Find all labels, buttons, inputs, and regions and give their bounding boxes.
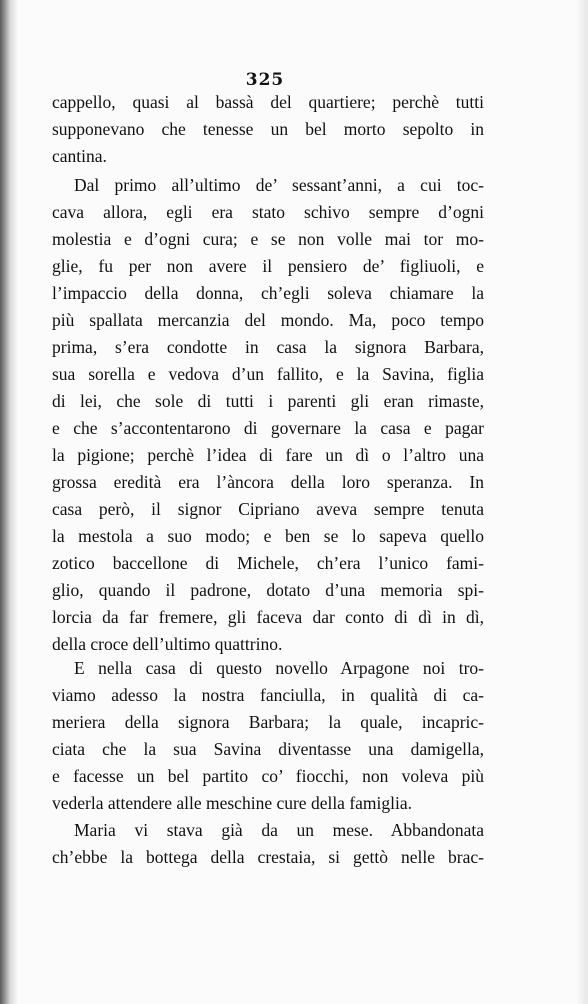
text-line: zotico baccellone di Michele, ch’era l’unico fami- bbox=[52, 553, 484, 573]
text-line: glio, quando il padrone, dotato d’una memoria spi- bbox=[52, 580, 484, 600]
text-line: sua sorella e vedova d’un fallito, e la Savina, figlia bbox=[52, 364, 484, 384]
text-line: l’impaccio della donna, ch’egli soleva chiamare la bbox=[52, 283, 484, 303]
text-line: la pigione; perchè l’idea di fare un dì o l’altro una bbox=[52, 445, 484, 465]
text-line: la mestola a suo modo; e ben se lo sapeva quello bbox=[52, 526, 484, 546]
text-line: molestia e d’ogni cura; e se non volle mai tor mo- bbox=[52, 229, 484, 249]
text-line: cappello, quasi al bassà del quartiere; perchè tutti bbox=[52, 92, 484, 112]
text-line: grossa eredità era l’àncora della loro speranza. In bbox=[52, 472, 484, 492]
paragraph-2 bbox=[52, 172, 484, 658]
text-line: glie, fu per non avere il pensiero de’ figliuoli, e bbox=[52, 256, 484, 276]
text-line: viamo adesso la nostra fanciulla, in qualità di ca- bbox=[52, 685, 484, 705]
page-number: 325 bbox=[245, 70, 285, 90]
text-line: meriera della signora Barbara; la quale, incapric- bbox=[52, 712, 484, 732]
text-line: Dal primo all’ultimo de’ sessant’anni, a cui toc- bbox=[74, 175, 484, 195]
paragraph-3 bbox=[52, 655, 484, 817]
text-line: prima, s’era condotte in casa la signora Barbara, bbox=[52, 337, 484, 357]
text-line: di lei, che sole di tutti i parenti gli eran rimaste, bbox=[52, 391, 484, 411]
text-line: Maria vi stava già da un mese. Abbandonata bbox=[74, 820, 484, 840]
text-line: ciata che la sua Savina diventasse una damigella, bbox=[52, 739, 484, 759]
text-line: della croce dell’ultimo quattrino. bbox=[52, 634, 283, 654]
page-gutter-shadow bbox=[0, 0, 18, 1004]
text-line: cantina. bbox=[52, 146, 107, 166]
text-line: e facesse un bel partito co’ fiocchi, non voleva più bbox=[52, 766, 484, 786]
page-edge-shadow bbox=[576, 0, 588, 1004]
text-line: supponevano che tenesse un bel morto sepolto in bbox=[52, 119, 484, 139]
paragraph-1 bbox=[52, 89, 484, 170]
text-line: più spallata mercanzia del mondo. Ma, poco tempo bbox=[52, 310, 484, 330]
text-line: E nella casa di questo novello Arpagone noi tro- bbox=[74, 658, 484, 678]
text-line: cava allora, egli era stato schivo sempre d’ogni bbox=[52, 202, 484, 222]
text-line: lorcia da far fremere, gli faceva dar conto di dì in dì, bbox=[52, 607, 484, 627]
text-line: casa però, il signor Cipriano aveva sempre tenuta bbox=[52, 499, 484, 519]
text-line: e che s’accontentarono di governare la casa e pagar bbox=[52, 418, 484, 438]
paragraph-4 bbox=[52, 817, 484, 871]
text-line: vederla attendere alle meschine cure della famiglia. bbox=[52, 793, 413, 813]
text-line: ch’ebbe la bottega della crestaia, si gettò nelle brac- bbox=[52, 847, 484, 867]
